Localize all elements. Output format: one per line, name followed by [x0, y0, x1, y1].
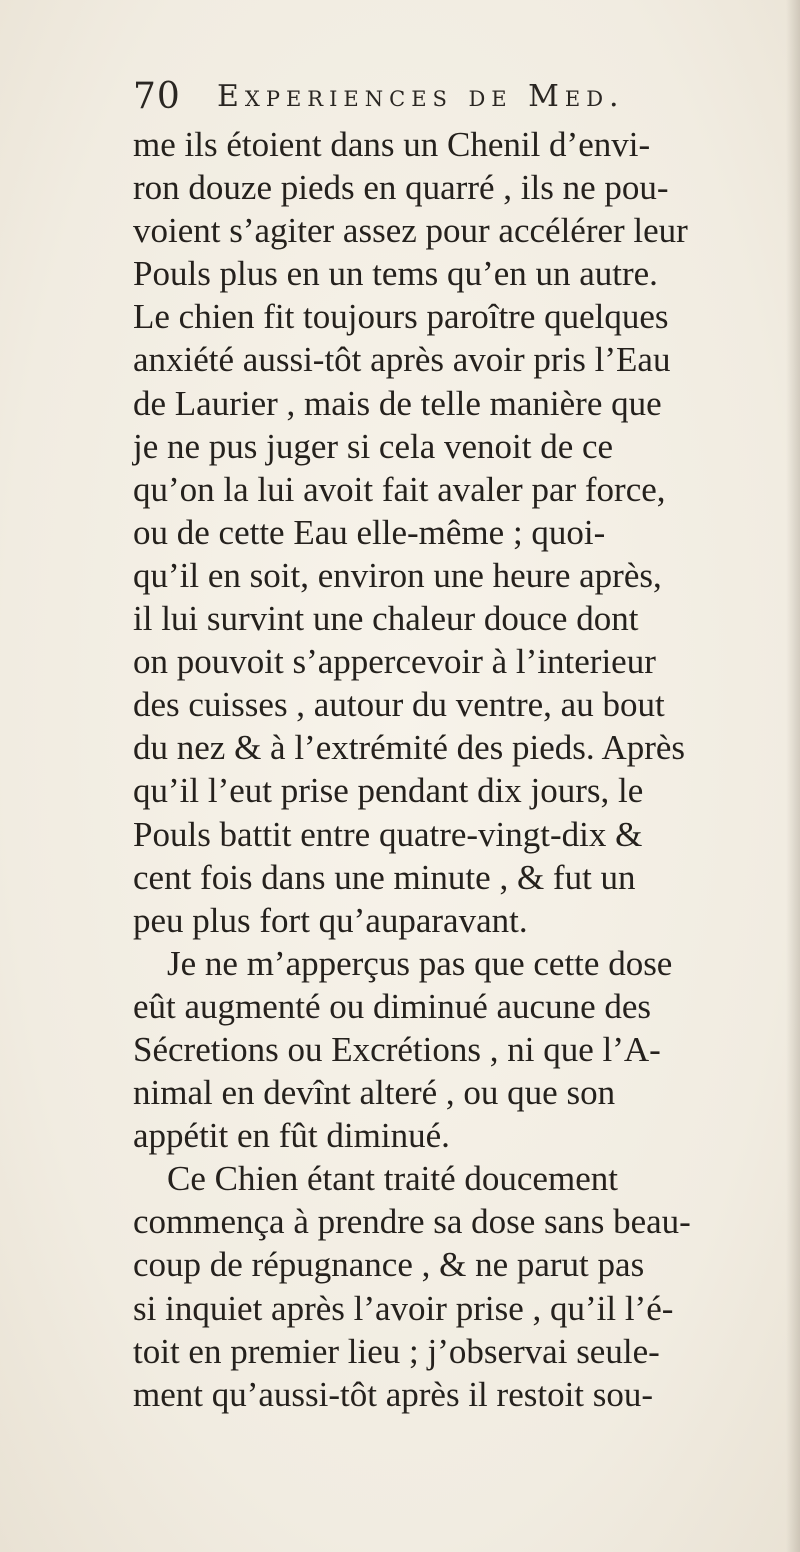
running-title: Experiences de Med.: [217, 79, 625, 114]
text-line: si inquiet après l’avoir prise , qu’il l’é-: [133, 1288, 674, 1328]
text-line: appétit en fût diminué.: [133, 1116, 450, 1156]
text-line: qu’on la lui avoit fait avaler par force,: [133, 469, 666, 509]
text-line: peu plus fort qu’auparavant.: [133, 900, 528, 940]
page-number: 70: [133, 76, 181, 117]
text-line: il lui survint une chaleur douce dont: [133, 599, 639, 639]
text-line: ou de cette Eau elle-même ; quoi-: [133, 512, 606, 552]
text-line: toit en premier lieu ; j’observai seule-: [133, 1331, 660, 1371]
text-line: coup de répugnance , & ne parut pas: [133, 1245, 645, 1285]
text-line: me ils étoient dans un Chenil d’envi-: [133, 125, 651, 164]
text-line: on pouvoit s’appercevoir à l’interieur: [133, 642, 656, 682]
text-line: qu’il l’eut prise pendant dix jours, le: [133, 771, 644, 811]
text-line: cent fois dans une minute , & fut un: [133, 857, 636, 897]
text-line: je ne pus juger si cela venoit de ce: [133, 426, 614, 466]
text-line: nimal en devînt alteré , ou que son: [133, 1073, 616, 1113]
paragraph-first-line: Je ne m’apperçus pas que cette dose: [167, 943, 673, 983]
text-line: voient s’agiter assez pour accélérer leur: [133, 211, 688, 251]
text-line: ron douze pieds en quarré , ils ne pou-: [133, 168, 669, 208]
text-line: Pouls battit entre quatre-vingt-dix &: [133, 814, 643, 854]
text-line: qu’il en soit, environ une heure après,: [133, 555, 662, 595]
text-line: de Laurier , mais de telle manière que: [133, 383, 662, 423]
text-line: Pouls plus en un tems qu’en un autre.: [133, 254, 658, 294]
paragraph-first-line: Ce Chien étant traité doucement: [167, 1159, 618, 1199]
text-line: Le chien fit toujours paroître quelques: [133, 297, 669, 337]
text-line: eût augmenté ou diminué aucune des: [133, 986, 652, 1026]
body-text: [133, 123, 783, 1416]
text-line: anxiété aussi-tôt après avoir pris l’Eau: [133, 340, 671, 380]
text-line: commença à prendre sa dose sans beau-: [133, 1202, 691, 1242]
running-head: [133, 72, 773, 122]
page-edge-shadow: [786, 0, 800, 1552]
text-line: des cuisses , autour du ventre, au bout: [133, 685, 665, 725]
text-line: ment qu’aussi-tôt après il restoit sou-: [133, 1374, 654, 1414]
text-line: du nez & à l’extrémité des pieds. Après: [133, 728, 686, 768]
text-line: Sécretions ou Excrétions , ni que l’A-: [133, 1029, 661, 1069]
